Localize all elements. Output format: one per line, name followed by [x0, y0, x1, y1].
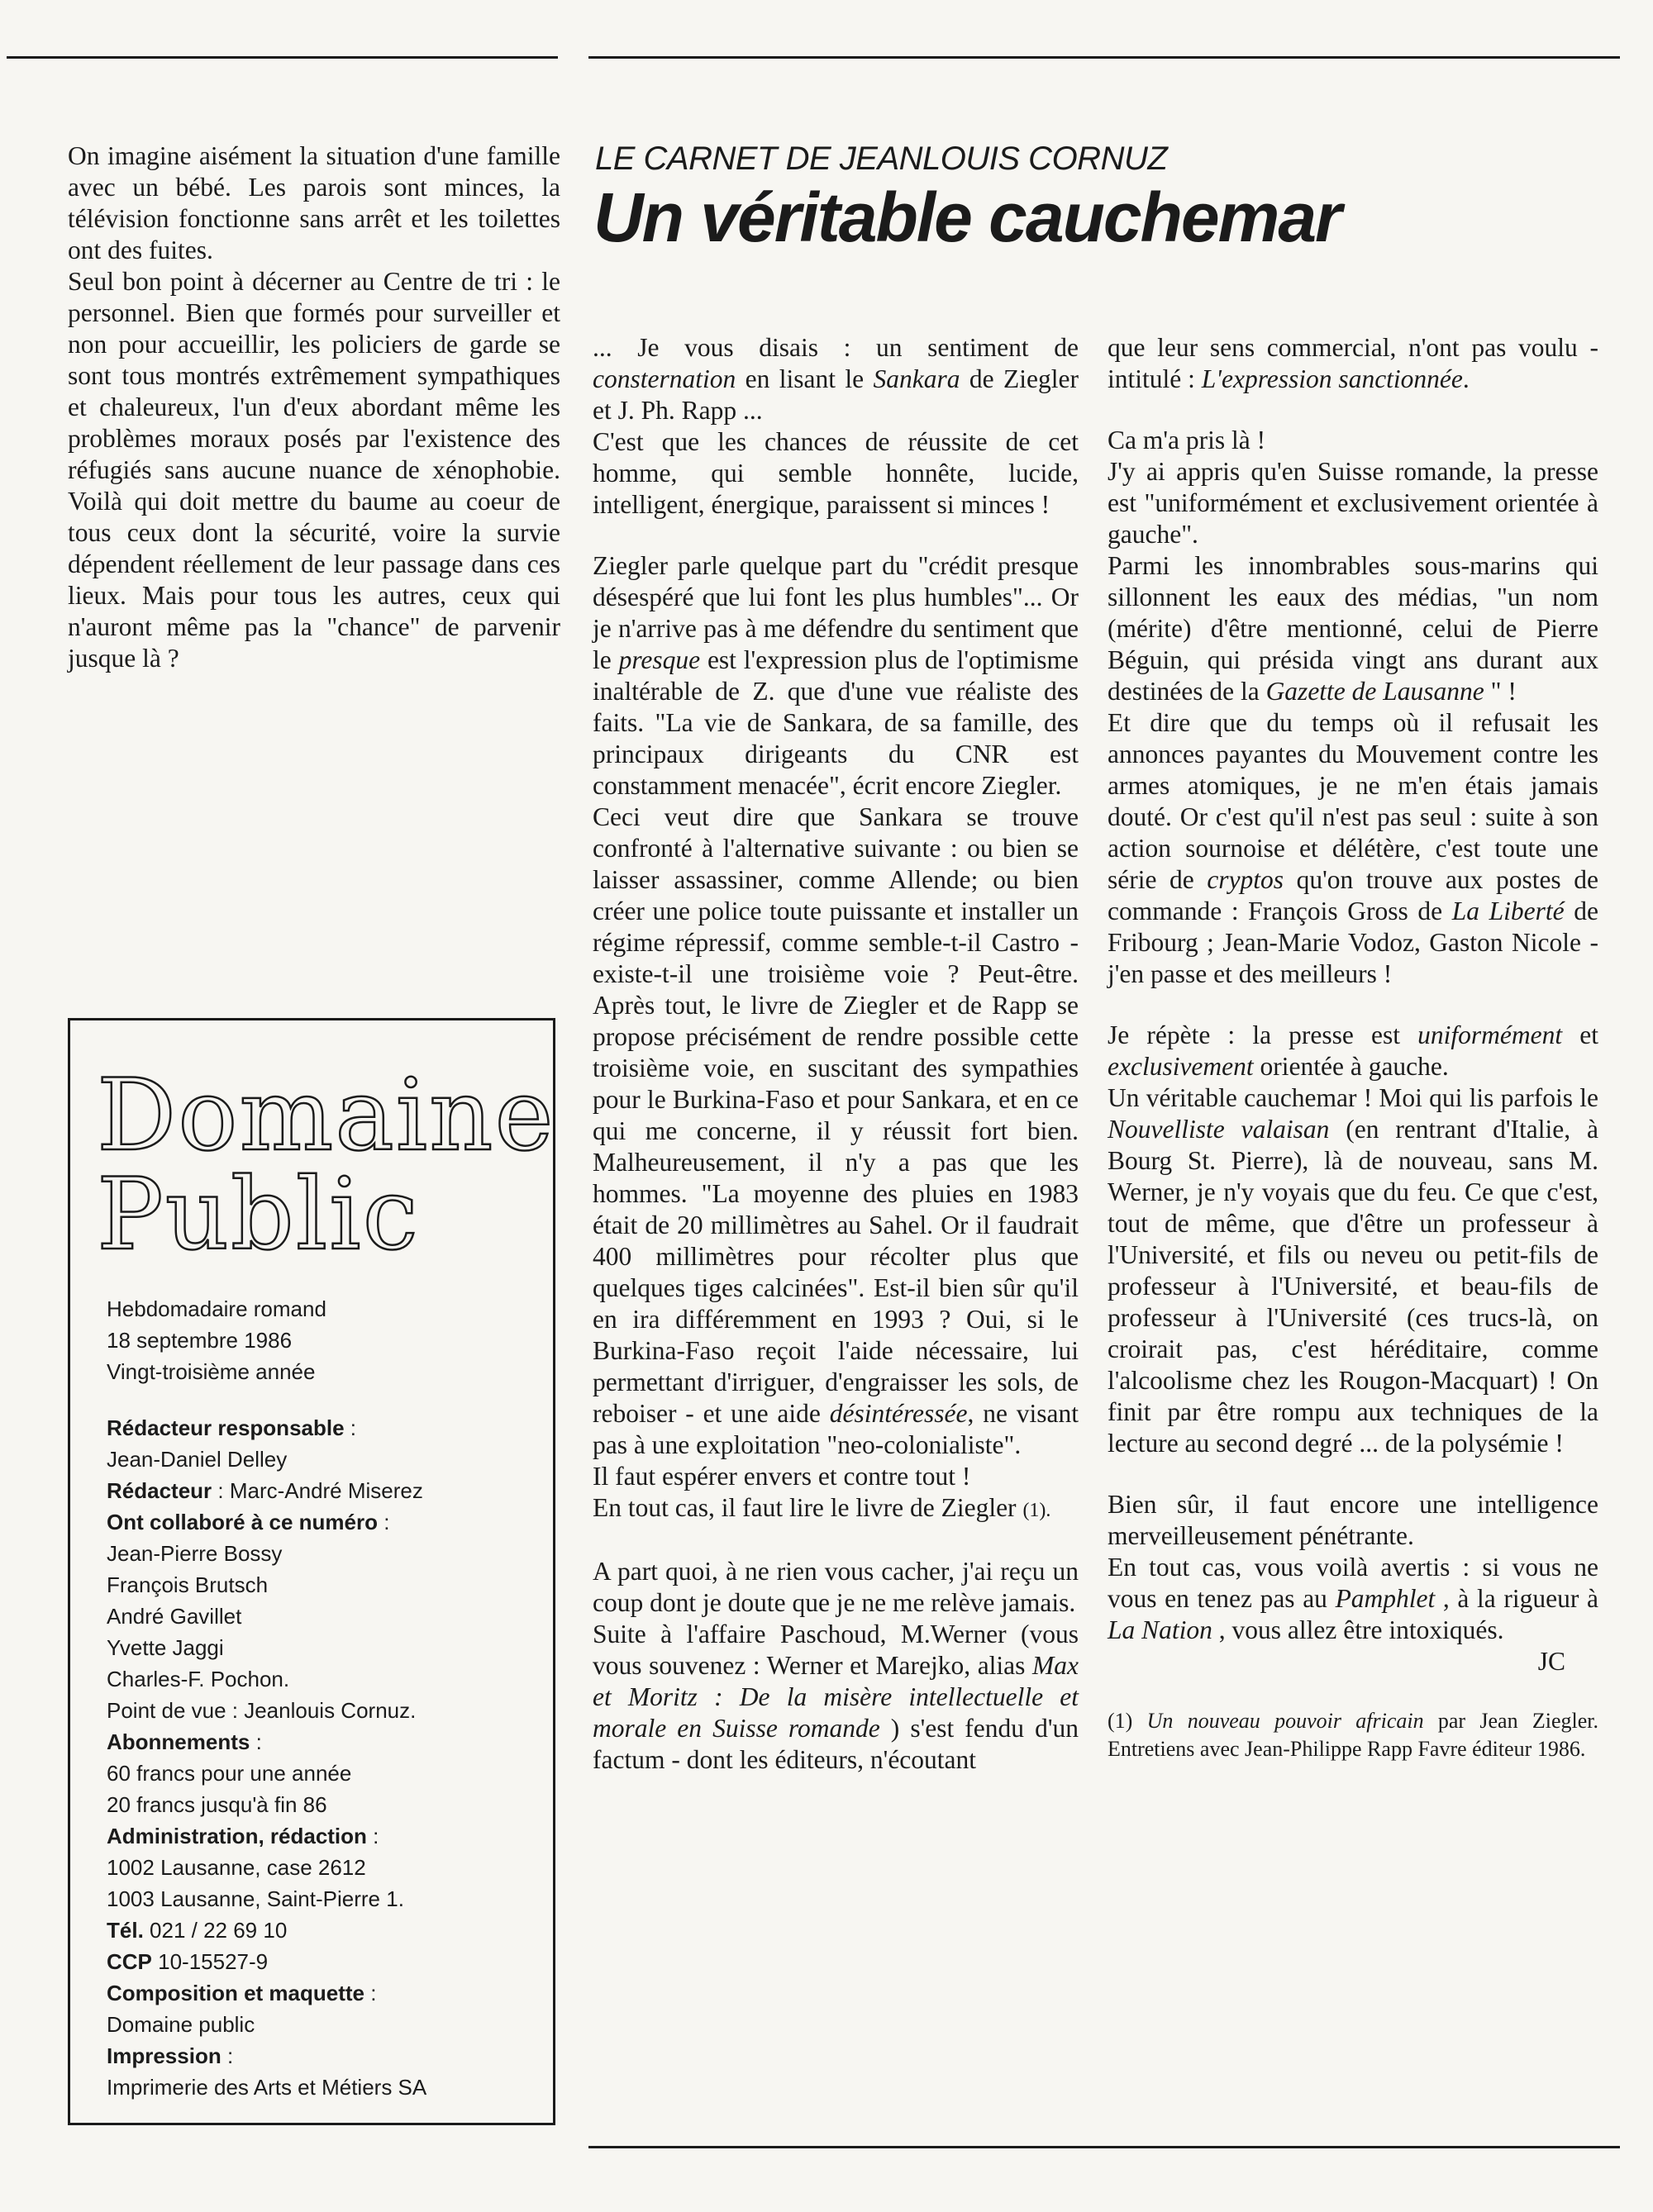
emphasis: exclusivement [1108, 1052, 1254, 1081]
book-title: Sankara [873, 364, 960, 393]
paragraph [1108, 550, 1598, 707]
paragraph: Ca m'a pris là ! [1108, 426, 1266, 454]
text-run: (en rentrant d'Italie, à Bourg St. Pierre), là de nouveau, sans M. Werner, je n'y voyais que du feu. Ce que c'est, tout de même, que d'être un professeur à l'Université, et fils ou neveu ou petit-fils de professeur à l'Université, et beau-fils de professeur à l'Université (ces trucs-là, on croirait pas, c'est héréditaire, comme l'alcoolisme chez les Rougon-Macquart) ! On finit par être rompu aux techniques de la lecture au second degré ... de la polysémie ! [1108, 1115, 1598, 1458]
paragraph: J'y ai appris qu'en Suisse romande, la presse est "uniformément et exclusivement orientée à gauche". [1108, 457, 1598, 549]
text-run: Ceci veut dire que Sankara se trouve confronté à l'alternative suivante : ou bien se laisser assassiner, comme Allende; ou bien créer une police toute puissante et installer un régime répressif, comme semble-t-il Castro - existe-t-il une troisième voie ? Peut-être. Après tout, le livre de Ziegler et de Rapp se propose précisément de rendre possible cette troisième voie, en suscitant des sympathies pour le Burkina-Faso et pour Sankara, et en ce qui me concerne, il y réussit fort bien. Malheureusement, il n'y a pas que les hommes. "La moyenne des pluies en 1983 était de 20 millimètres au Sahel. Or il faudrait 400 millimètres pour récolter plus que quelques tiges calcinées". Est-il bien sûr qu'il en ira différemment en 1993 ? Oui, si le Burkina-Faso reçoit l'aide nécessaire, lui permettant d'irriguer, d'engraisser les sols, de reboiser - et une aide [593, 802, 1079, 1428]
left-column [68, 140, 560, 674]
contributors-label: Ont collaboré à ce numéro [107, 1510, 378, 1534]
newspaper-title: La Nation [1108, 1615, 1212, 1644]
subscription-price: 20 francs jusqu'à fin 86 [107, 1792, 327, 1817]
volume-year: Vingt-troisième année [107, 1359, 316, 1384]
text-run: . [1462, 364, 1470, 393]
paragraph [1108, 707, 1598, 990]
composition-label: Composition et maquette [107, 1981, 365, 2005]
paragraph: A part quoi, à ne rien vous cacher, j'ai reçu un coup dont je doute que je ne me relève jamais. [593, 1557, 1079, 1617]
emphasis: désintéressée [829, 1399, 968, 1428]
printer-name: Imprimerie des Arts et Métiers SA [107, 2075, 427, 2100]
address: 1002 Lausanne, case 2612 [107, 1855, 366, 1880]
contributor: Charles-F. Pochon. [107, 1667, 290, 1691]
middle-column [593, 332, 1079, 1776]
contributor: André Gavillet [107, 1604, 242, 1629]
contributor: Yvette Jaggi [107, 1635, 224, 1660]
text-run: Un véritable cauchemar ! Moi qui lis parfois le [1108, 1083, 1598, 1112]
address: 1003 Lausanne, Saint-Pierre 1. [107, 1886, 404, 1911]
ccp-number: 10-15527-9 [151, 1949, 269, 1974]
paragraph [1108, 1082, 1598, 1459]
text-run: ) s'est fendu d'un factum - dont les éditeurs, n'écoutant [593, 1714, 1079, 1774]
footnote [1108, 1707, 1598, 1763]
footnote-number: (1) [1108, 1709, 1147, 1733]
contributors-line [107, 1506, 536, 1538]
text-run: En tout cas, vous voilà avertis : si vous ne vous en tenez pas au [1108, 1553, 1598, 1613]
ccp-label: CCP [107, 1949, 152, 1974]
redactor-line [107, 1475, 536, 1506]
subscriptions-label: Abonnements [107, 1729, 250, 1754]
editor-line [107, 1412, 536, 1444]
emphasis: consternation [593, 364, 736, 393]
paragraph [1108, 1020, 1598, 1082]
publication-logo [97, 1058, 555, 1272]
phone-number: 021 / 22 69 10 [143, 1918, 288, 1943]
paragraph [593, 802, 1079, 1461]
text-run: , à la rigueur à [1435, 1584, 1598, 1613]
logo-line: Public [97, 1158, 420, 1272]
emphasis: presque [618, 645, 701, 674]
contributor: Jean-Pierre Bossy [107, 1541, 283, 1566]
text-run: Parmi les innombrables sous-marins qui sillonnent les eaux des médias, "un nom (mérite) d'être mentionné, celui de Pierre Béguin, qui présida vingt ans durant aux destinées de la [1108, 551, 1598, 706]
print-line [107, 2040, 536, 2072]
label-colon: : [344, 1415, 357, 1440]
composition-value: Domaine public [107, 2012, 255, 2037]
left-paragraph: Seul bon point à décerner au Centre de tri : le personnel. Bien que formés pour surveiller et non pour accueillir, les policiers de garde se sont tous montrés extrêmement sympathiques et chaleureux, l'un d'eux abordant même les problèmes moraux posés par l'existence des réfugiés sans aucune nuance de xénophobie. Voilà qui doit mettre du baume au coeur de tous ceux dont la sécurité, voire la survie dépendent réellement de leur passage dans ces lieux. Mais pour tous les autres, ceux qui n'auront même pas la "chance" de parvenir jusque là ? [68, 267, 560, 673]
paragraph [1108, 332, 1598, 395]
subscriptions-line [107, 1726, 536, 1758]
redactor-name: : Marc-André Miserez [212, 1478, 423, 1503]
text-run: de Ziegler et J. Ph. Rapp ... [593, 364, 1079, 425]
text-run: Ziegler parle quelque part du "crédit presque désespéré que lui font les plus humbles"... Or je n'arrive pas à me défendre du sentiment que le [593, 551, 1079, 674]
text-run: qu'on trouve aux postes de commande : François Gross de [1108, 865, 1598, 925]
issue-date: 18 septembre 1986 [107, 1328, 293, 1353]
logo-line: Domaine [97, 1058, 555, 1173]
text-run: orientée à gauche. [1253, 1052, 1449, 1081]
paragraph [593, 550, 1079, 802]
emphasis: uniformément [1417, 1020, 1563, 1049]
newspaper-title: La Liberté [1451, 897, 1565, 925]
phone-label: Tél. [107, 1918, 144, 1943]
footnote-ref: (1). [1022, 1500, 1051, 1521]
text-run: ... Je vous disais : un sentiment de [593, 333, 1079, 362]
text-run: est l'expression plus de l'optimisme inaltérable de Z. que d'une vue réaliste des faits. "La vie de Sankara, de sa famille, des principaux dirigeants du CNR est constamment menacée", écrit encore Ziegler. [593, 645, 1079, 800]
text-run: , ne visant pas à une exploitation "neo-colonialiste". [593, 1399, 1079, 1459]
text-run: , vous allez être intoxiqués. [1212, 1615, 1504, 1644]
ccp-line [107, 1946, 536, 1977]
contributor: François Brutsch [107, 1572, 269, 1597]
text-run: de Fribourg ; Jean-Marie Vodoz, Gaston Nicole - j'en passe et des meilleurs ! [1108, 897, 1599, 988]
text-run: que leur sens commercial, n'ont pas voulu - intitulé : [1108, 333, 1598, 393]
article-title: Un véritable cauchemar [593, 178, 1341, 256]
emphasis: cryptos [1207, 865, 1284, 894]
text-run: par Jean Ziegler. Entretiens avec Jean-Philippe Rapp Favre éditeur 1986. [1108, 1709, 1598, 1761]
book-title: Un nouveau pouvoir africain [1146, 1709, 1424, 1733]
paragraph [593, 1619, 1079, 1776]
left-paragraph: On imagine aisément la situation d'une famille avec un bébé. Les parois sont minces, la télévision fonctionne sans arrêt et les toilettes ont des fuites. [68, 141, 560, 264]
newspaper-title: Pamphlet [1335, 1584, 1436, 1613]
paragraph [593, 332, 1079, 426]
paragraph: Il faut espérer envers et contre tout ! [593, 1462, 971, 1491]
subtitle: Hebdomadaire romand [107, 1296, 326, 1321]
text-run: et [1562, 1020, 1599, 1049]
author-signature: JC [1537, 1647, 1565, 1676]
bottom-rule [588, 2146, 1620, 2148]
admin-label: Administration, rédaction [107, 1824, 367, 1848]
paragraph [1108, 1552, 1598, 1646]
paragraph [593, 1492, 1079, 1526]
composition-line [107, 1977, 536, 2009]
book-title: Max et Moritz : De la misère intellectuelle et morale en Suisse romande [593, 1651, 1079, 1743]
label-colon: : [250, 1729, 262, 1754]
text-run: " ! [1484, 677, 1517, 706]
paragraph: C'est que les chances de réussite de cet homme, qui semble honnête, lucide, intelligent, énergique, paraissent si minces ! [593, 427, 1079, 519]
masthead [107, 1293, 536, 2103]
print-label: Impression [107, 2043, 222, 2068]
text-run: Suite à l'affaire Paschoud, M.Werner (vous vous souvenez : Werner et Marejko, alias [593, 1620, 1079, 1680]
editor-name: Jean-Daniel Delley [107, 1447, 288, 1472]
article-kicker: LE CARNET DE JEANLOUIS CORNUZ [595, 140, 1168, 177]
redactor-label: Rédacteur [107, 1478, 212, 1503]
label-colon: : [377, 1510, 390, 1534]
book-title: L'expression sanctionnée [1201, 364, 1463, 393]
text-run: Je répète : la presse est [1108, 1020, 1418, 1049]
label-colon: : [364, 1981, 377, 2005]
text-run: Et dire que du temps où il refusait les annonces payantes du Mouvement contre les armes atomiques, je ne m'en étais jamais douté. Or c'est qu'il n'est pas seul : suite à son action sournoise et délétère, c'est toute une série de [1108, 708, 1598, 894]
subscription-price: 60 francs pour une année [107, 1761, 352, 1786]
label-colon: : [221, 2043, 234, 2068]
newspaper-title: Nouvelliste valaisan [1108, 1115, 1330, 1144]
contributor: Point de vue : Jeanlouis Cornuz. [107, 1698, 417, 1723]
right-column [1108, 332, 1598, 1763]
text-run: En tout cas, il faut lire le livre de Ziegler [593, 1493, 1023, 1522]
label-colon: : [366, 1824, 379, 1848]
imprint-box [68, 1018, 555, 2125]
editor-label: Rédacteur responsable [107, 1415, 345, 1440]
top-rule-right [588, 56, 1620, 59]
admin-line [107, 1820, 536, 1852]
top-rule-left [7, 56, 558, 59]
newspaper-title: Gazette de Lausanne [1265, 677, 1484, 706]
text-run: en lisant le [736, 364, 874, 393]
phone-line [107, 1915, 536, 1946]
paragraph: Bien sûr, il faut encore une intelligence merveilleusement pénétrante. [1108, 1490, 1598, 1550]
